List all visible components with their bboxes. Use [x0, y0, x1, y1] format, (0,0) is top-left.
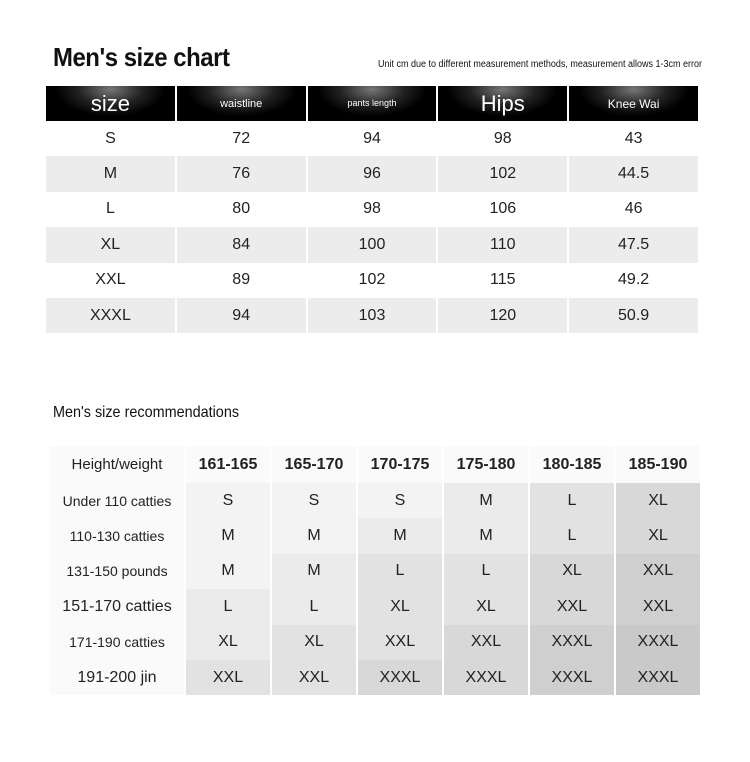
size-cell: XL — [616, 518, 700, 553]
size-cell: S — [186, 483, 270, 518]
size-cell: S — [358, 483, 442, 518]
size-cell: XXL — [616, 589, 700, 624]
cell-waistline: 89 — [232, 271, 251, 289]
header-hips: Hips — [438, 86, 567, 121]
cell-waistline: 80 — [232, 200, 251, 218]
size-cell: M — [272, 554, 356, 589]
cell-size: XXL — [95, 271, 126, 289]
table-row — [46, 192, 698, 227]
header-pants-length: pants length — [308, 86, 437, 121]
header-height-weight: Height/weight — [50, 446, 184, 483]
weight-label: 110-130 catties — [50, 518, 184, 553]
size-cell: M — [186, 554, 270, 589]
recommendations-title: Men's size recommendations — [53, 404, 240, 421]
size-cell: M — [358, 518, 442, 553]
cell-size: M — [46, 156, 175, 191]
measurement-note: Unit cm due to different measurement methods, measurement allows 1-3cm error — [378, 59, 702, 70]
size-cell: XXXL — [616, 625, 700, 660]
header-knee-wai: Knee Wai — [569, 86, 698, 121]
cell-waistline: 94 — [177, 298, 306, 333]
table-row — [46, 227, 698, 262]
cell-size: L — [105, 200, 115, 218]
table-row — [50, 625, 700, 660]
cell-size: XXXL — [46, 298, 175, 333]
size-chart-header-row — [46, 86, 698, 121]
cell-size: S — [105, 129, 116, 147]
size-cell: XXL — [616, 554, 700, 589]
header-height: 180-185 — [530, 446, 614, 483]
size-cell: M — [272, 518, 356, 553]
cell-pants-length: 100 — [308, 227, 437, 262]
cell-pants-length: 103 — [308, 298, 437, 333]
size-cell: XXXL — [530, 660, 614, 695]
size-cell: L — [530, 483, 614, 518]
cell-hips: 115 — [490, 271, 516, 289]
weight-label: 191-200 jin — [50, 660, 184, 695]
size-cell: L — [530, 518, 614, 553]
table-row — [50, 483, 700, 518]
cell-knee: 47.5 — [569, 227, 698, 262]
cell-knee: 44.5 — [569, 156, 698, 191]
cell-hips: 102 — [438, 156, 567, 191]
weight-label: 151-170 catties — [50, 589, 184, 624]
table-row — [46, 298, 698, 333]
size-cell: XL — [358, 589, 442, 624]
size-cell: L — [272, 589, 356, 624]
cell-knee: 43 — [624, 129, 643, 147]
size-cell: XXXL — [530, 625, 614, 660]
cell-hips: 120 — [438, 298, 567, 333]
size-cell: XL — [272, 625, 356, 660]
size-cell: M — [186, 518, 270, 553]
recommendation-header-row — [50, 446, 700, 483]
size-cell: XXL — [530, 589, 614, 624]
header-height: 165-170 — [272, 446, 356, 483]
size-cell: XXXL — [444, 660, 528, 695]
cell-pants-length: 96 — [308, 156, 437, 191]
size-cell: XXL — [444, 625, 528, 660]
header-size: size — [46, 86, 175, 121]
cell-pants-length: 94 — [363, 129, 381, 147]
size-cell: XXL — [272, 660, 356, 695]
cell-pants-length: 102 — [358, 271, 386, 289]
cell-hips: 110 — [438, 227, 567, 262]
size-cell: S — [272, 483, 356, 518]
weight-label: 171-190 catties — [50, 625, 184, 660]
size-cell: M — [444, 483, 528, 518]
cell-waistline: 72 — [232, 129, 251, 147]
weight-label: 131-150 pounds — [50, 554, 184, 589]
cell-size: XL — [46, 227, 175, 262]
header-height: 175-180 — [444, 446, 528, 483]
size-chart-title: Men's size chart — [53, 42, 230, 72]
size-cell: XXXL — [616, 660, 700, 695]
table-row — [50, 518, 700, 553]
size-cell: XL — [530, 554, 614, 589]
table-row — [46, 156, 698, 191]
size-cell: L — [444, 554, 528, 589]
size-chart-table — [44, 86, 700, 333]
cell-waistline: 84 — [177, 227, 306, 262]
header-height: 161-165 — [186, 446, 270, 483]
table-row — [50, 589, 700, 624]
size-cell: XL — [444, 589, 528, 624]
header-height: 185-190 — [616, 446, 700, 483]
header-height: 170-175 — [358, 446, 442, 483]
size-cell: M — [444, 518, 528, 553]
size-cell: L — [358, 554, 442, 589]
size-recommendation-table — [48, 446, 702, 695]
size-cell: L — [186, 589, 270, 624]
size-cell: XL — [616, 483, 700, 518]
cell-knee: 46 — [624, 200, 643, 218]
table-row — [46, 263, 698, 298]
size-cell: XL — [186, 625, 270, 660]
cell-hips: 98 — [493, 129, 512, 147]
table-row — [50, 660, 700, 695]
cell-waistline: 76 — [177, 156, 306, 191]
table-row — [50, 554, 700, 589]
cell-knee: 50.9 — [569, 298, 698, 333]
header-waistline: waistline — [177, 86, 306, 121]
cell-knee: 49.2 — [618, 271, 650, 289]
size-cell: XXXL — [358, 660, 442, 695]
cell-hips: 106 — [489, 200, 517, 218]
size-cell: XXL — [358, 625, 442, 660]
weight-label: Under 110 catties — [50, 483, 184, 518]
size-cell: XXL — [186, 660, 270, 695]
cell-pants-length: 98 — [363, 200, 381, 218]
table-row — [46, 121, 698, 156]
